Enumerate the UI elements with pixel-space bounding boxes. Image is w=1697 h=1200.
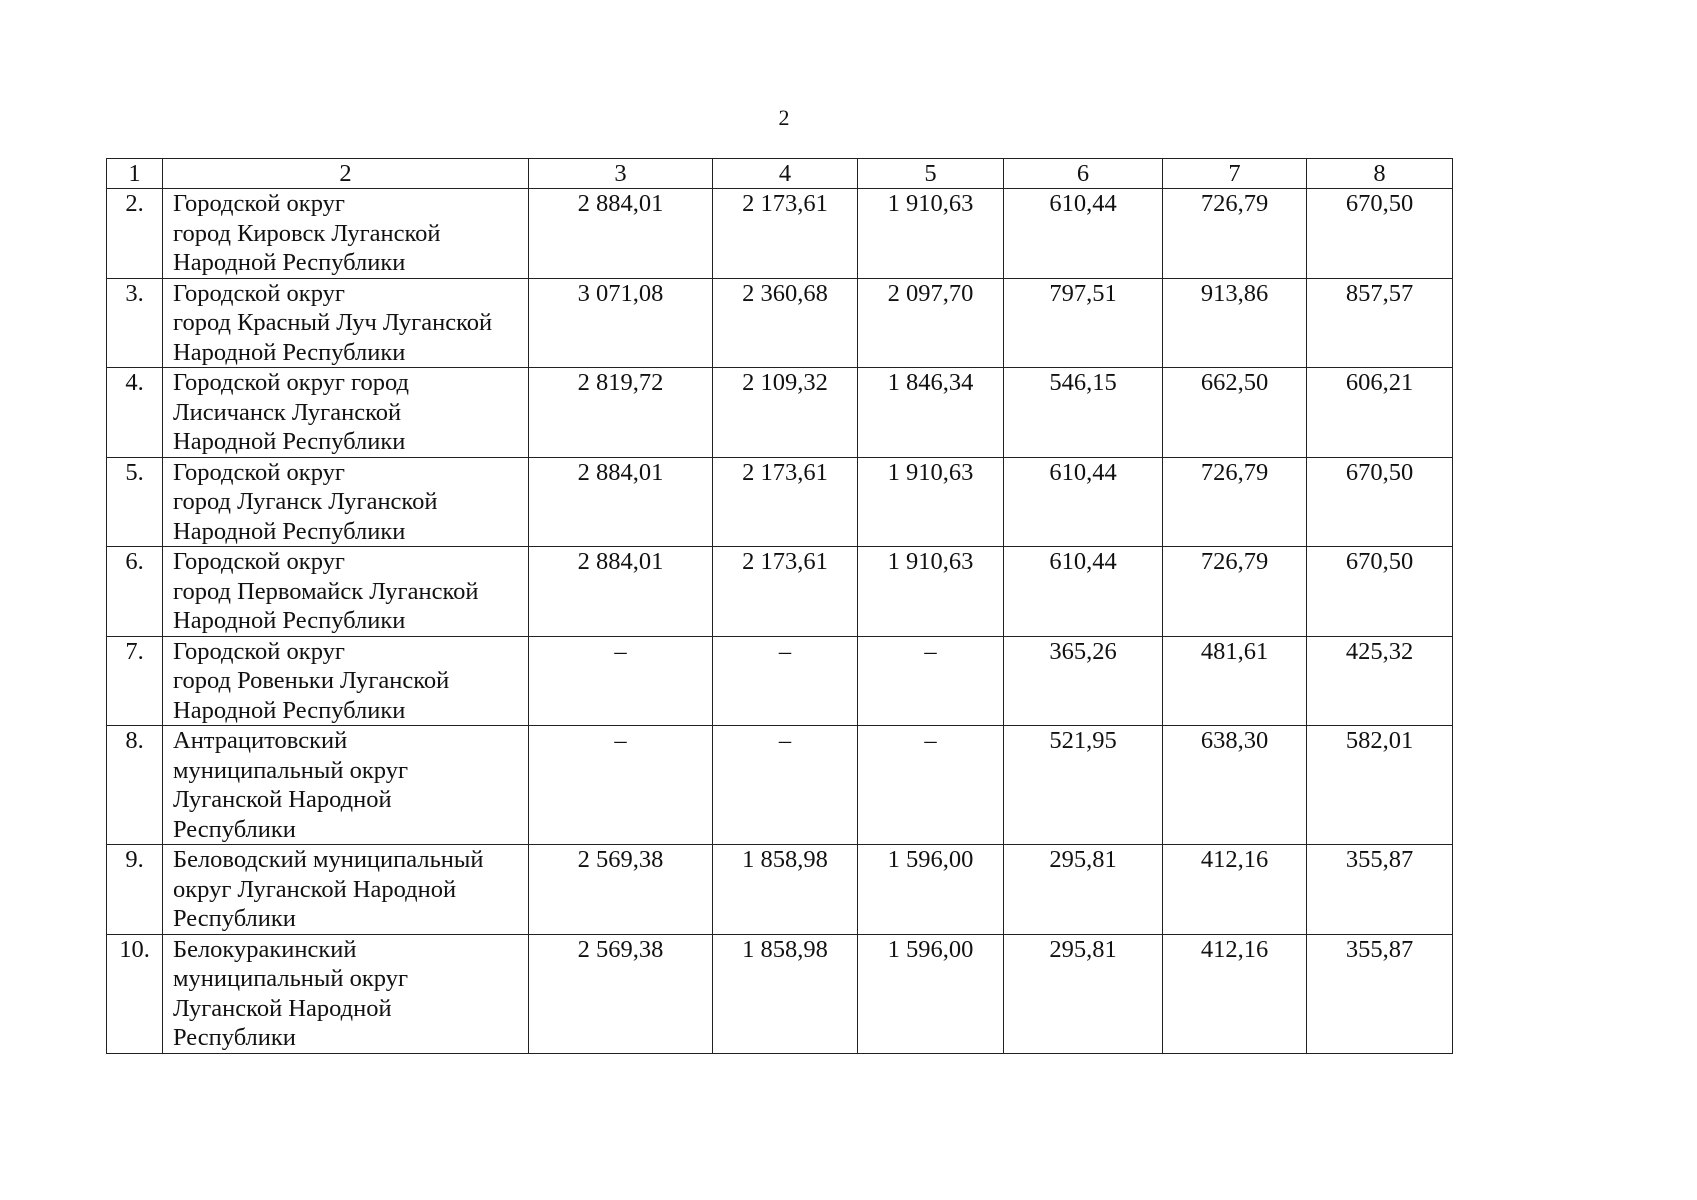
value-cell: 2 173,61 <box>713 547 858 637</box>
municipality-name-line: Городской округ <box>173 637 345 665</box>
table-row <box>107 547 1453 637</box>
value-cell: 726,79 <box>1163 189 1307 279</box>
value-cell: 610,44 <box>1004 189 1163 279</box>
column-number-header: 2 <box>163 159 529 189</box>
column-number-header: 6 <box>1004 159 1163 189</box>
municipality-name-line: Лисичанск Луганской <box>173 398 402 426</box>
value-cell: 412,16 <box>1163 845 1307 935</box>
value-cell: 726,79 <box>1163 457 1307 547</box>
value-cell: 2 173,61 <box>713 457 858 547</box>
value-cell: – <box>858 726 1004 845</box>
municipality-name-line: Городской округ город <box>173 369 409 396</box>
page-number: 2 <box>778 105 790 130</box>
value-cell: 670,50 <box>1307 189 1453 279</box>
row-number: 2. <box>107 189 163 279</box>
municipality-name-line: Республики <box>173 815 296 843</box>
value-cell: 355,87 <box>1307 934 1453 1053</box>
municipality-name-line: Народной Республики <box>173 517 406 545</box>
municipality-name-line: Городской округ <box>173 190 345 217</box>
value-cell: 521,95 <box>1004 726 1163 845</box>
column-number-header: 1 <box>107 159 163 189</box>
value-cell: 2 819,72 <box>529 368 713 458</box>
municipality-name <box>163 457 529 547</box>
value-cell: 2 097,70 <box>858 278 1004 368</box>
municipality-name-line: город Кировск Луганской <box>173 219 441 247</box>
row-number: 8. <box>107 726 163 845</box>
column-number-header: 7 <box>1163 159 1307 189</box>
table-row <box>107 278 1453 368</box>
municipality-name-line: Белокуракинский <box>173 935 357 963</box>
value-cell: 1 596,00 <box>858 845 1004 935</box>
value-cell: 797,51 <box>1004 278 1163 368</box>
row-number: 5. <box>107 457 163 547</box>
municipality-name <box>163 845 529 935</box>
value-cell: 726,79 <box>1163 547 1307 637</box>
row-number: 3. <box>107 278 163 368</box>
table-row <box>107 726 1453 845</box>
municipality-name-line: Городской округ <box>173 458 345 486</box>
column-number-header: 3 <box>529 159 713 189</box>
value-cell: 670,50 <box>1307 547 1453 637</box>
row-number: 6. <box>107 547 163 637</box>
row-number: 9. <box>107 845 163 935</box>
value-cell: 295,81 <box>1004 845 1163 935</box>
value-cell: 481,61 <box>1163 636 1307 726</box>
municipality-name-line: Народной Республики <box>173 338 406 366</box>
value-cell: 606,21 <box>1307 368 1453 458</box>
value-cell: – <box>713 636 858 726</box>
column-number-header: 4 <box>713 159 858 189</box>
municipality-name-line: Луганской Народной <box>173 994 392 1022</box>
row-number: 10. <box>107 934 163 1053</box>
value-cell: 2 884,01 <box>529 189 713 279</box>
municipality-name <box>163 189 529 279</box>
value-cell: – <box>713 726 858 845</box>
value-cell: 2 569,38 <box>529 934 713 1053</box>
value-cell: 412,16 <box>1163 934 1307 1053</box>
municipality-name-line: округ Луганской Народной <box>173 875 457 903</box>
municipality-name-line: Народной Республики <box>173 607 406 634</box>
value-cell: 1 858,98 <box>713 934 858 1053</box>
value-cell: 295,81 <box>1004 934 1163 1053</box>
value-cell: 2 109,32 <box>713 368 858 458</box>
value-cell: 1 858,98 <box>713 845 858 935</box>
value-cell: 1 910,63 <box>858 189 1004 279</box>
column-number-header: 8 <box>1307 159 1453 189</box>
municipality-name-line: Народной Республики <box>173 428 406 455</box>
value-cell: 3 071,08 <box>529 278 713 368</box>
municipality-name-line: Народной Республики <box>173 696 406 724</box>
municipality-name-line: муниципальный округ <box>173 756 408 784</box>
value-cell: 2 173,61 <box>713 189 858 279</box>
municipality-name-line: город Красный Луч Луганской <box>173 309 493 336</box>
municipality-name-line: Луганской Народной <box>173 786 392 813</box>
value-cell: 365,26 <box>1004 636 1163 726</box>
value-cell: 1 596,00 <box>858 934 1004 1053</box>
value-cell: 913,86 <box>1163 278 1307 368</box>
value-cell: 355,87 <box>1307 845 1453 935</box>
value-cell: 638,30 <box>1163 726 1307 845</box>
row-number: 7. <box>107 636 163 726</box>
value-cell: 857,57 <box>1307 278 1453 368</box>
municipality-name <box>163 547 529 637</box>
value-cell: 662,50 <box>1163 368 1307 458</box>
table-row <box>107 189 1453 279</box>
value-cell: 582,01 <box>1307 726 1453 845</box>
value-cell: 425,32 <box>1307 636 1453 726</box>
municipality-name <box>163 278 529 368</box>
value-cell: 2 569,38 <box>529 845 713 935</box>
municipality-name-line: Городской округ <box>173 279 345 307</box>
value-cell: – <box>529 636 713 726</box>
value-cell: 1 846,34 <box>858 368 1004 458</box>
municipality-name-line: Республики <box>173 905 296 932</box>
value-cell: – <box>529 726 713 845</box>
municipality-name-line: Республики <box>173 1024 296 1051</box>
municipality-name-line: Народной Республики <box>173 249 406 276</box>
value-cell: – <box>858 636 1004 726</box>
column-number-header: 5 <box>858 159 1004 189</box>
value-cell: 1 910,63 <box>858 547 1004 637</box>
municipality-name-line: Антрацитовский <box>173 727 348 754</box>
value-cell: 610,44 <box>1004 547 1163 637</box>
municipality-name <box>163 368 529 458</box>
municipality-name <box>163 636 529 726</box>
value-cell: 546,15 <box>1004 368 1163 458</box>
data-table <box>106 158 1453 1054</box>
municipality-name-line: муниципальный округ <box>173 965 408 992</box>
municipality-name-line: город Луганск Луганской <box>173 488 438 515</box>
table-row <box>107 457 1453 547</box>
value-cell: 2 360,68 <box>713 278 858 368</box>
value-cell: 1 910,63 <box>858 457 1004 547</box>
municipality-name-line: Беловодский муниципальный <box>173 846 484 873</box>
municipality-name <box>163 934 529 1053</box>
row-number: 4. <box>107 368 163 458</box>
table-row <box>107 636 1453 726</box>
municipality-name <box>163 726 529 845</box>
header-row <box>107 159 1453 189</box>
table-row <box>107 845 1453 935</box>
table-row <box>107 368 1453 458</box>
municipality-name-line: Городской округ <box>173 548 345 575</box>
municipality-name-line: город Первомайск Луганской <box>173 577 479 605</box>
value-cell: 610,44 <box>1004 457 1163 547</box>
value-cell: 670,50 <box>1307 457 1453 547</box>
table-row <box>107 934 1453 1053</box>
value-cell: 2 884,01 <box>529 457 713 547</box>
municipality-name-line: город Ровеньки Луганской <box>173 667 450 694</box>
value-cell: 2 884,01 <box>529 547 713 637</box>
